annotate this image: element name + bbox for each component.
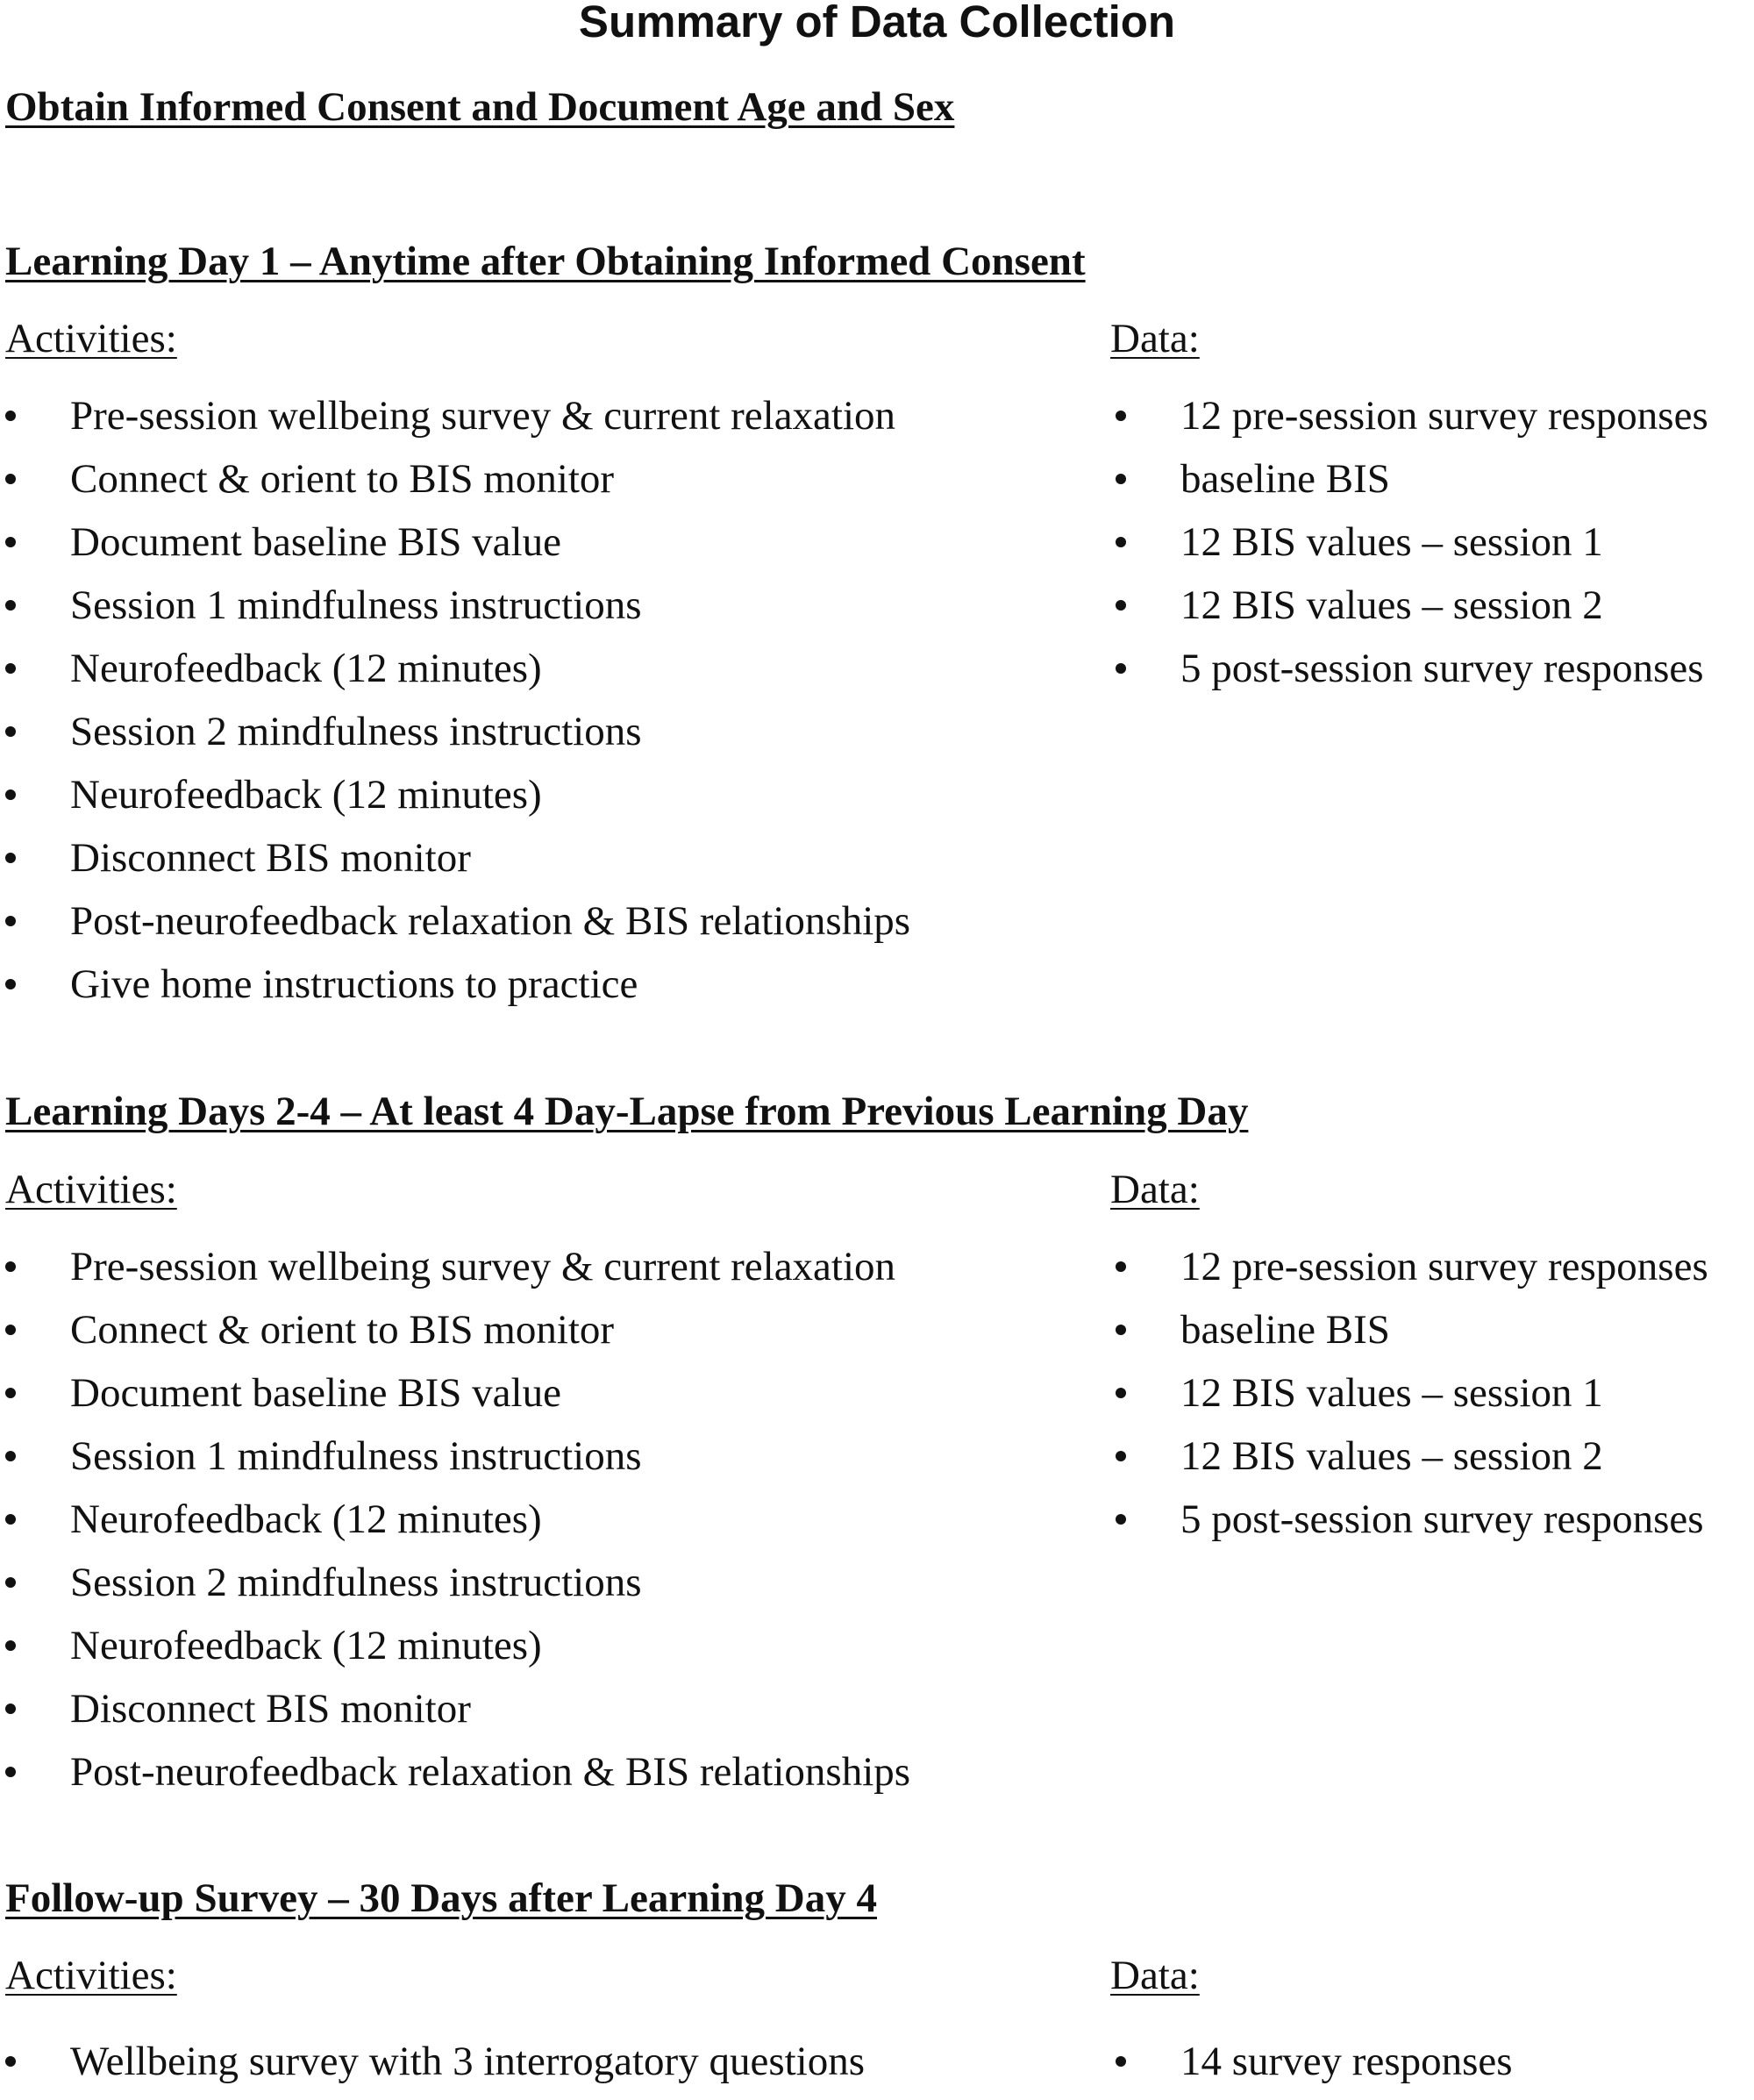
list-item-text: Document baseline BIS value [70,519,561,565]
list-item [0,833,910,896]
bullet-icon [5,916,16,926]
list-item-text: Neurofeedback (12 minutes) [70,1623,542,1668]
list-item-text: Disconnect BIS monitor [70,835,471,881]
list-item [0,1432,910,1495]
list-item [0,2037,865,2100]
bullet-icon [1116,537,1126,547]
list-item [0,518,910,581]
list-item-text: Neurofeedback (12 minutes) [70,772,542,818]
list-item-text: 14 survey responses [1180,2039,1513,2084]
list-item-text: Pre-session wellbeing survey & current relaxation [70,393,896,439]
list-item [0,644,910,707]
list-item [1110,1368,1708,1432]
day1-heading: Learning Day 1 – Anytime after Obtaining Informed Consent [5,239,1086,284]
list-item [0,896,910,960]
list-item-text: baseline BIS [1180,1307,1390,1353]
list-item-text: Neurofeedback (12 minutes) [70,646,542,691]
followup-activities-label: Activities: [5,1953,177,1998]
list-item [1110,2037,1513,2100]
list-item [1110,1242,1708,1305]
followup-heading: Follow-up Survey – 30 Days after Learning Day 4 [5,1875,877,1921]
list-item-text: Connect & orient to BIS monitor [70,456,615,502]
bullet-icon [1116,1325,1126,1335]
days2-4-data-list [1110,1242,1708,1558]
bullet-icon [5,726,16,737]
list-item-text: 5 post-session survey responses [1180,1496,1704,1542]
list-item-text: 12 BIS values – session 1 [1180,1370,1603,1416]
list-item-text: Pre-session wellbeing survey & current relaxation [70,1244,896,1289]
list-item [0,1684,910,1747]
bullet-icon [5,1640,16,1651]
list-item-text: 12 pre-session survey responses [1180,393,1708,439]
bullet-icon [5,1261,16,1272]
bullet-icon [5,2056,16,2067]
bullet-icon [5,1451,16,1461]
bullet-icon [5,474,16,484]
list-item [0,1368,910,1432]
list-item-text: Session 2 mindfulness instructions [70,1560,642,1605]
bullet-icon [1116,2056,1126,2067]
list-item-text: 12 BIS values – session 2 [1180,582,1603,628]
list-item-text: 12 BIS values – session 2 [1180,1433,1603,1479]
followup-activities-list [0,2037,865,2100]
bullet-icon [1116,600,1126,611]
bullet-icon [5,1325,16,1335]
list-item-text: 5 post-session survey responses [1180,646,1704,691]
bullet-icon [1116,1451,1126,1461]
bullet-icon [5,1514,16,1525]
list-item-text: Session 2 mindfulness instructions [70,709,642,754]
list-item [1110,581,1708,644]
list-item [0,1558,910,1621]
day1-data-label: Data: [1110,316,1200,361]
list-item [0,1242,910,1305]
list-item-text: Neurofeedback (12 minutes) [70,1496,542,1542]
bullet-icon [5,1767,16,1777]
bullet-icon [5,600,16,611]
bullet-icon [1116,663,1126,674]
list-item-text: 12 pre-session survey responses [1180,1244,1708,1289]
list-item-text: baseline BIS [1180,456,1390,502]
days2-4-activities-label: Activities: [5,1167,177,1212]
list-item [0,391,910,454]
bullet-icon [5,663,16,674]
bullet-icon [1116,1514,1126,1525]
day1-activities-label: Activities: [5,316,177,361]
day1-data-list [1110,391,1708,707]
list-item [1110,391,1708,454]
followup-data-list [1110,2037,1513,2100]
list-item [0,1747,910,1811]
list-item [0,960,910,1023]
list-item [0,1495,910,1558]
list-item [1110,644,1708,707]
list-item-text: 12 BIS values – session 1 [1180,519,1603,565]
list-item [1110,1495,1708,1558]
bullet-icon [5,1388,16,1398]
list-item-text: Disconnect BIS monitor [70,1686,471,1732]
list-item-text: Post-neurofeedback relaxation & BIS relationships [70,1749,911,1795]
list-item-text: Post-neurofeedback relaxation & BIS relationships [70,898,911,944]
list-item [0,1305,910,1368]
followup-data-label: Data: [1110,1953,1200,1998]
days2-4-data-label: Data: [1110,1167,1200,1212]
list-item-text: Connect & orient to BIS monitor [70,1307,615,1353]
bullet-icon [5,1704,16,1714]
list-item-text: Session 1 mindfulness instructions [70,1433,642,1479]
list-item [1110,1432,1708,1495]
days2-4-heading: Learning Days 2-4 – At least 4 Day-Lapse from Previous Learning Day [5,1089,1249,1134]
list-item-text: Session 1 mindfulness instructions [70,582,642,628]
list-item-text: Document baseline BIS value [70,1370,561,1416]
bullet-icon [5,411,16,421]
consent-heading: Obtain Informed Consent and Document Age and Sex [5,84,955,130]
list-item-text: Give home instructions to practice [70,961,638,1007]
list-item-text: Wellbeing survey with 3 interrogatory questions [70,2039,866,2084]
bullet-icon [5,853,16,863]
list-item [0,581,910,644]
bullet-icon [5,789,16,800]
list-item [1110,1305,1708,1368]
days2-4-activities-list [0,1242,910,1811]
list-item [1110,518,1708,581]
page-title: Summary of Data Collection [578,0,1176,46]
bullet-icon [1116,411,1126,421]
day1-activities-list [0,391,910,1023]
list-item [0,770,910,833]
bullet-icon [5,1577,16,1588]
list-item [0,707,910,770]
list-item [0,454,910,518]
list-item [0,1621,910,1684]
bullet-icon [1116,474,1126,484]
bullet-icon [5,979,16,989]
bullet-icon [1116,1388,1126,1398]
bullet-icon [5,537,16,547]
bullet-icon [1116,1261,1126,1272]
list-item [1110,454,1708,518]
